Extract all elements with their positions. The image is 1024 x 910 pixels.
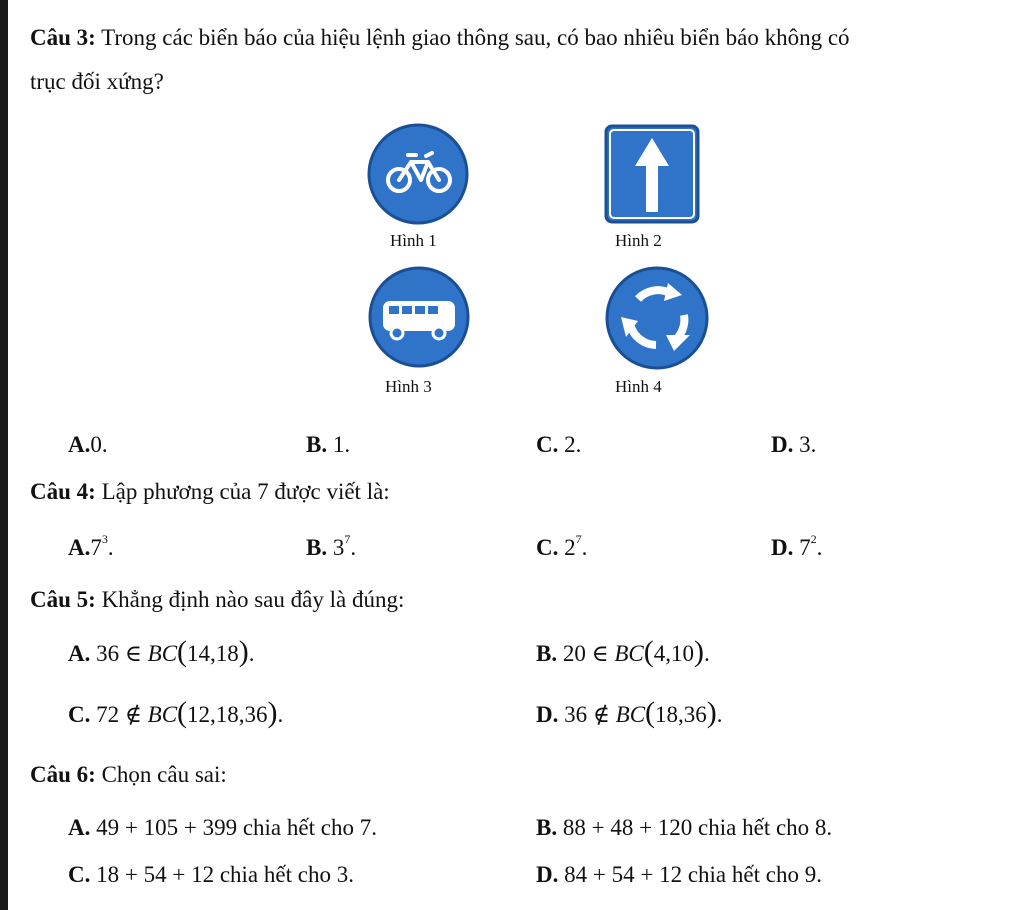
bus-sign-icon — [367, 265, 471, 369]
q3-option-a: A.0. — [68, 432, 108, 457]
q6-option-b: B. 88 + 48 + 120 chia hết cho 8. — [536, 815, 833, 840]
q3-option-c: C. 2. — [536, 432, 582, 457]
q4-line — [30, 479, 390, 505]
q6-text: Chọn câu sai: — [101, 762, 227, 787]
q5-option-b: B. 20 ∈ BC(4,10). — [536, 635, 710, 668]
figure-caption-1: Hình 1 — [390, 231, 437, 250]
q4-option-c: C. $2^7$. — [536, 532, 588, 560]
q3-line1 — [30, 25, 850, 51]
roundabout-sign-icon — [604, 265, 710, 371]
figure-caption-4: Hình 4 — [615, 377, 662, 396]
bicycle-sign-icon — [366, 122, 470, 226]
q4-text: Lập phương của 7 được viết là: — [101, 479, 390, 504]
q5-option-c: C. 72 ∉ BC(12,18,36). — [68, 696, 284, 729]
q3-option-b: B. 1. — [306, 432, 351, 457]
q5-line — [30, 587, 404, 613]
q6-option-d: D. 84 + 54 + 12 chia hết cho 9. — [536, 862, 822, 887]
q5-option-d: D. 36 ∉ BC(18,36). — [536, 696, 723, 729]
q3-text-line1: Trong các biển báo của hiệu lệnh giao thông sau, có bao nhiêu biển báo không có — [101, 25, 850, 50]
one-way-arrow-sign-icon — [604, 124, 700, 224]
q3-label: Câu 3: — [30, 25, 96, 50]
q4-option-d: D. $7^2$. — [771, 532, 823, 560]
q5-option-a: A. 36 ∈ BC(14,18). — [68, 635, 255, 668]
q4-label: Câu 4: — [30, 479, 96, 504]
q4-option-a: $A.7^3$. — [68, 532, 114, 560]
q6-label: Câu 6: — [30, 762, 96, 787]
q4-option-b: B. $3^7$. — [306, 532, 357, 560]
q6-line — [30, 762, 227, 788]
q3-text-line2: trục đối xứng? — [30, 69, 164, 94]
q3-option-d: D. 3. — [771, 432, 817, 457]
q6-option-c: C. 18 + 54 + 12 chia hết cho 3. — [68, 862, 354, 887]
left-edge-shadow — [0, 0, 8, 910]
q6-option-a: A. 49 + 105 + 399 chia hết cho 7. — [68, 815, 377, 840]
q5-label: Câu 5: — [30, 587, 96, 612]
figure-caption-3: Hình 3 — [385, 377, 432, 396]
q5-text: Khẳng định nào sau đây là đúng: — [101, 587, 405, 612]
figure-caption-2: Hình 2 — [615, 231, 662, 250]
